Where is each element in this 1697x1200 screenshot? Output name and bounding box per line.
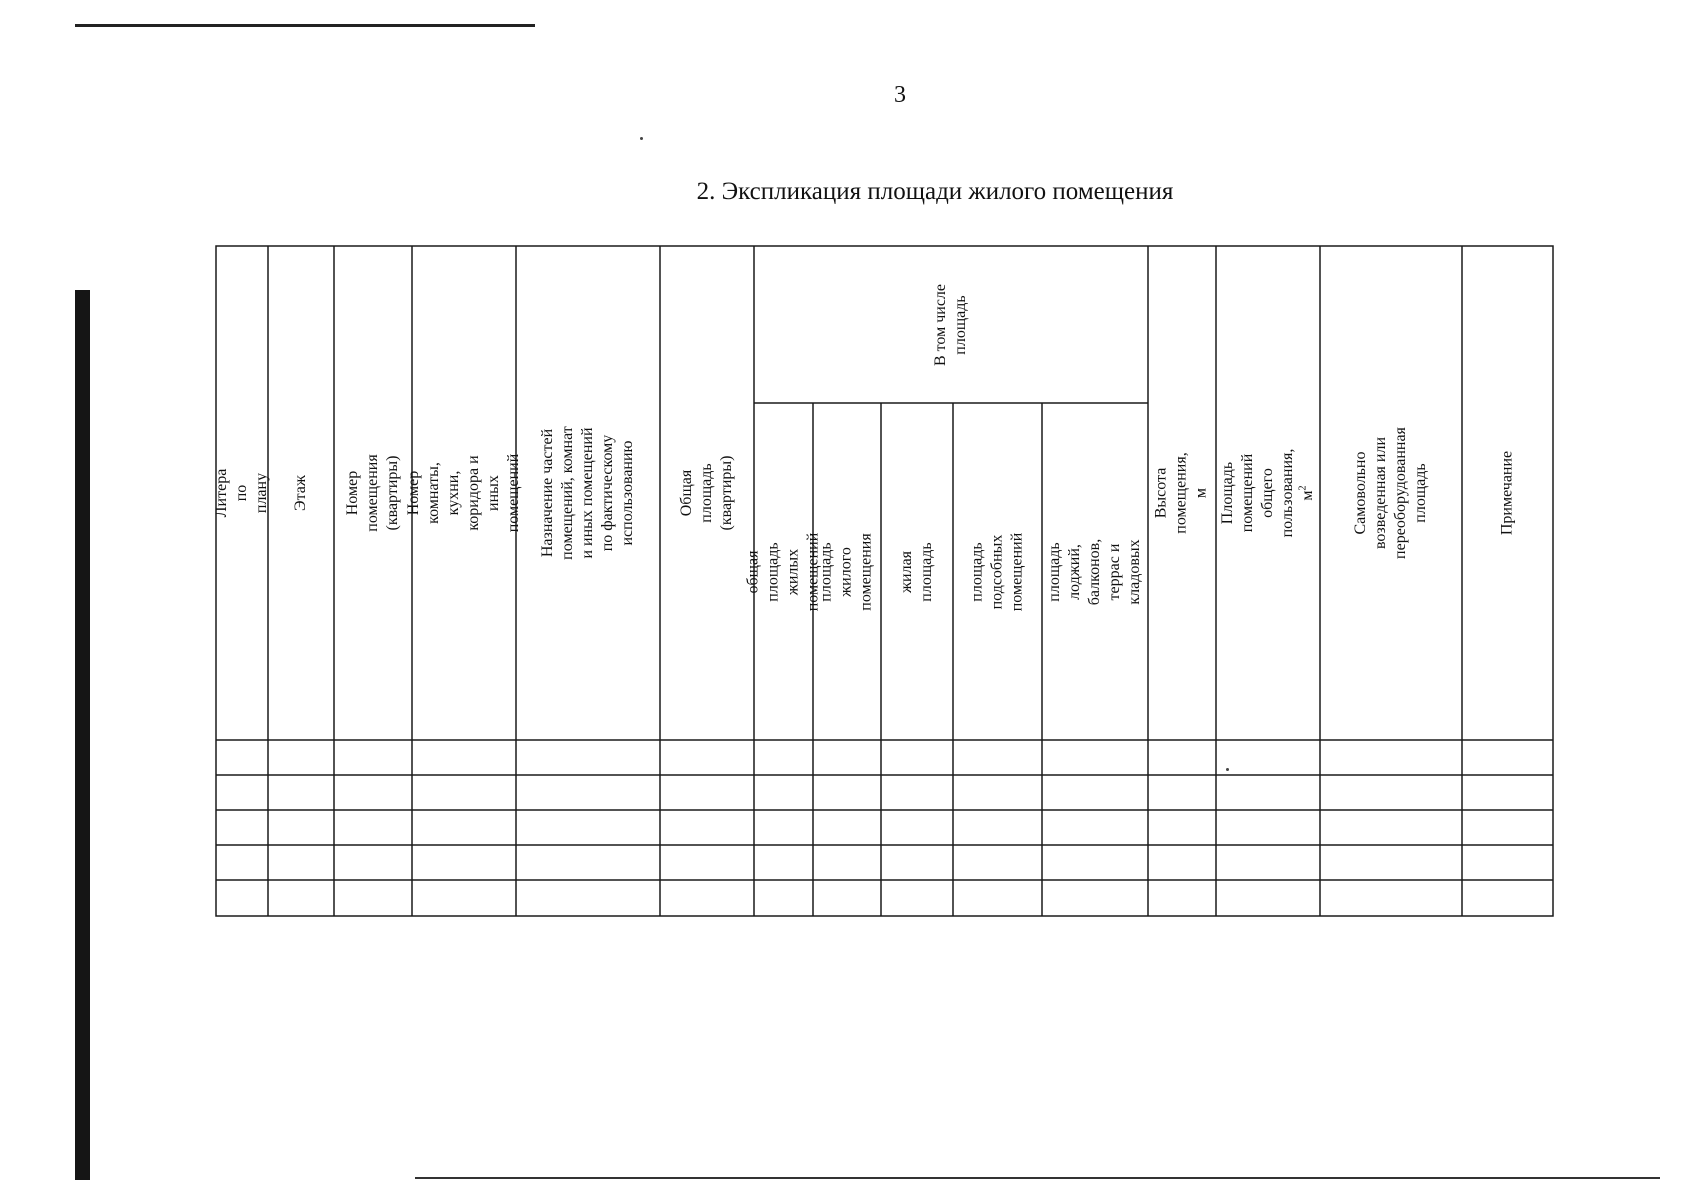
page-number: 3 bbox=[894, 82, 906, 108]
header-nomer-komnaty-label: Номер комнаты, кухни, коридора и иных помещений bbox=[405, 453, 522, 533]
scan-border-line-bottom bbox=[415, 1177, 1660, 1179]
header-etazh bbox=[268, 246, 334, 740]
subheader-lodzhiy bbox=[1042, 403, 1148, 740]
subheader-zhilaya bbox=[881, 403, 953, 740]
header-ploshchad-obshchego-label: Площадь помещений общего пользования, м bbox=[1219, 448, 1316, 538]
header-ploshchad-obshchego-sup: 2 bbox=[1297, 485, 1309, 491]
header-ploshchad-obshchego bbox=[1216, 246, 1320, 740]
header-samovolno-label: Самовольно возведенная или переоборудованная площадь bbox=[1352, 427, 1429, 559]
header-group-label: В том числе площадь bbox=[932, 283, 969, 366]
subheader-obshchaya-zhilyh-label: общая площадь жилых помещений bbox=[744, 532, 822, 611]
header-vysota bbox=[1148, 246, 1216, 740]
explication-table bbox=[213, 246, 1553, 916]
subheader-obshchaya-zhilyh bbox=[744, 403, 822, 740]
header-obshchaya-ploshchad bbox=[660, 246, 754, 740]
header-naznachenie bbox=[516, 246, 660, 740]
subheader-podsobnyh-label: площадь подсобных помещений bbox=[968, 532, 1026, 611]
scan-speck bbox=[640, 137, 643, 140]
subheader-zhilogo-pomeshcheniya-label: площадь жилого помещения bbox=[818, 532, 876, 611]
header-ploshchad-obshchego-text bbox=[1218, 441, 1318, 545]
scan-border-line-top bbox=[75, 24, 535, 27]
header-litera-label: Литера по плану bbox=[213, 468, 270, 518]
header-nomer-pomeshcheniya-label: Номер помещения (квартиры) bbox=[344, 454, 401, 532]
header-nomer-komnaty bbox=[405, 246, 522, 740]
page-title: 2. Экспликация площади жилого помещения bbox=[696, 178, 1174, 205]
header-samovolno bbox=[1320, 246, 1462, 740]
header-primechanie-label: Примечание bbox=[1498, 450, 1516, 536]
header-naznachenie-label: Назначение частей помещений, комнат и иных помещений по фактическому использованию bbox=[539, 426, 636, 560]
header-etazh-label: Этаж bbox=[292, 475, 309, 511]
scan-edge-shadow-left bbox=[75, 290, 90, 1180]
header-vysota-label: Высота помещения, м bbox=[1153, 452, 1211, 534]
header-primechanie bbox=[1462, 246, 1553, 740]
header-obshchaya-ploshchad-label: Общая площадь (квартиры) bbox=[678, 455, 735, 531]
subheader-lodzhiy-label: площадь лоджий, балконов, террас и кладовых bbox=[1046, 538, 1143, 605]
subheader-podsobnyh bbox=[953, 403, 1042, 740]
subheader-zhilaya-label: жилая площадь bbox=[898, 541, 935, 602]
header-group-v-tom-chisle bbox=[754, 246, 1148, 403]
header-nomer-pomeshcheniya bbox=[334, 246, 412, 740]
subheader-zhilogo-pomeshcheniya bbox=[813, 403, 881, 740]
header-litera bbox=[213, 246, 270, 740]
